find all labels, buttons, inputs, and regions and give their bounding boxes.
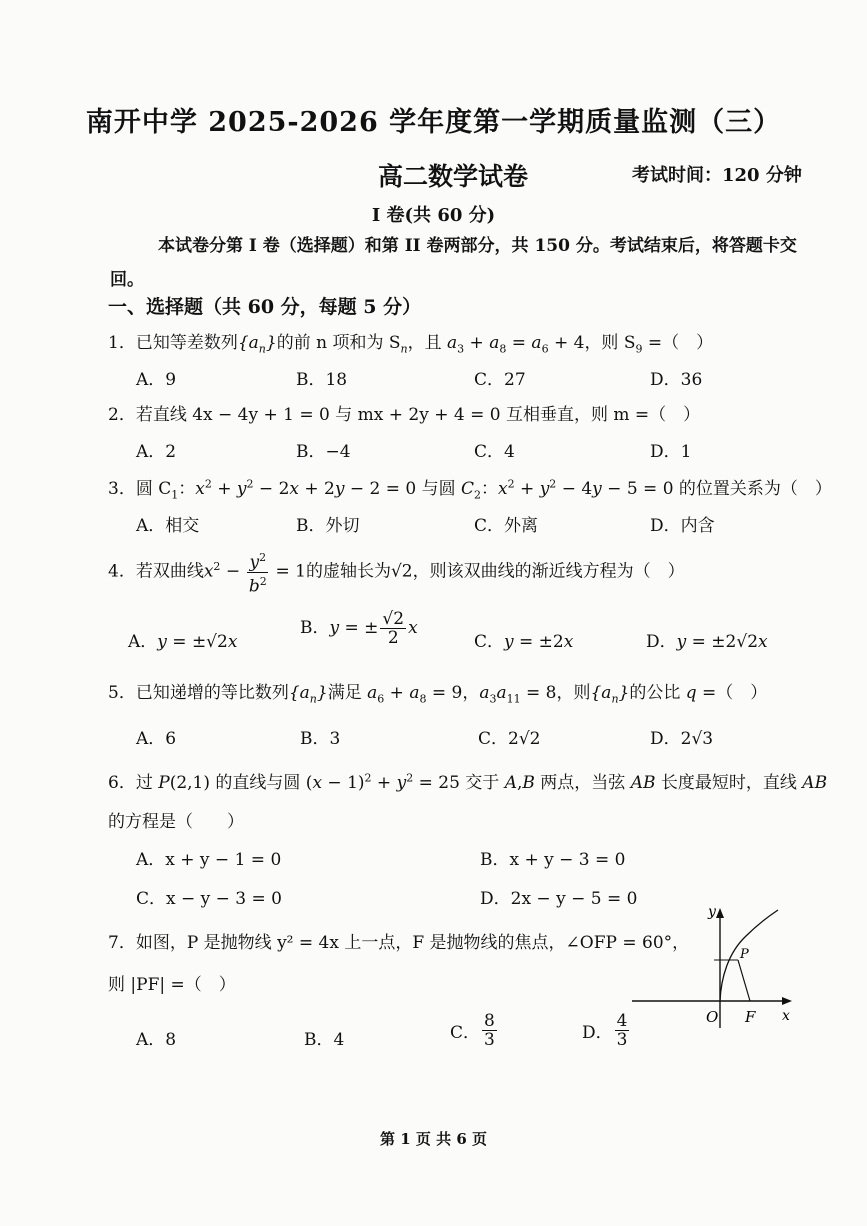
option-a: A．9 xyxy=(136,370,177,390)
question-text: 如图，P 是抛物线 y² = 4x 上一点，F 是抛物线的焦点，∠OFP = 60°， xyxy=(135,933,690,953)
option-b: B．x + y − 3 = 0 xyxy=(480,850,626,870)
option-a: A．6 xyxy=(136,729,177,749)
option-c: C．27 xyxy=(474,370,526,390)
question-number: 3． xyxy=(108,479,136,499)
question-text: 已知递增的等比数列 xyxy=(135,683,289,703)
x-axis-arrow xyxy=(782,997,792,1005)
origin-label: O xyxy=(706,1008,719,1026)
parabola-figure xyxy=(628,898,798,1030)
question-6-line2: 的方程是（ ） xyxy=(108,812,244,832)
option-d: D．y = ±2√2x xyxy=(646,632,768,652)
x-axis-label: x xyxy=(782,1008,790,1024)
question-text: =（ ） xyxy=(642,333,714,353)
page-number: 第 1 页 共 6 页 xyxy=(380,1130,487,1148)
option-d: D． $\frac{4}{3}$ xyxy=(582,1011,628,1050)
option-b: B．3 xyxy=(300,729,341,749)
option-d: D．2√3 xyxy=(650,729,714,749)
option-d: D．1 xyxy=(650,442,692,462)
question-3: 3．圆 $C_1$：$x^2 + y^2 - 2x + 2y - 2 = 0$ 与圆 $C_2$：$x^2 + y^2 - 4y - 5 = 0$ 的位置关系为（ ） xyxy=(108,477,832,502)
question-5: 5．已知递增的等比数列$\{a_n\}$满足 $a_6 + a_8 = 9$，$a_3a_{11} = 8$，则$\{a_n\}$的公比 q =（ ） xyxy=(108,683,768,706)
question-6: 6．过 P(2,1) 的直线与圆 $(x - 1)^2 + y^2 = 25$ 交于 A,B 两点，当弦 AB 长度最短时，直线 AB xyxy=(108,771,828,793)
exam-title: 南开中学 2025-2026 学年度第一学期质量监测（三） xyxy=(85,107,782,138)
question-7-line2: 则 |PF| =（ ） xyxy=(108,975,236,995)
point-p-label: P xyxy=(740,947,749,962)
question-text: 过 xyxy=(135,773,153,793)
focus-label: F xyxy=(745,1008,756,1026)
option-a: A．y = ±√2x xyxy=(128,632,238,652)
question-7 xyxy=(108,928,689,953)
question-number: 1． xyxy=(108,333,136,353)
parabola-curve xyxy=(720,910,778,1001)
option-b: B．−4 xyxy=(296,442,351,462)
option-b: B．外切 xyxy=(296,516,360,536)
volume-heading: I 卷(共 60 分) xyxy=(371,205,496,226)
option-c: C．外离 xyxy=(474,516,539,536)
question-1: 1．已知等差数列$\{a_n\}$的前 n 项和为 $S_n$，且 $a_3 + a_8 = a_6 + 4$，则 $S_9$ =（ ） xyxy=(108,333,714,356)
exam-time: 考试时间：120 分钟 xyxy=(632,165,802,186)
option-d: D．2x − y − 5 = 0 xyxy=(480,889,638,909)
option-c: C．2√2 xyxy=(478,729,541,749)
question-text: 圆 C xyxy=(135,479,172,499)
question-text: 若直线 4x − 4y + 1 = 0 与 mx + 2y + 4 = 0 互相垂直，则 m =（ ） xyxy=(135,405,701,425)
option-a: A．2 xyxy=(136,442,177,462)
question-number: 7． xyxy=(108,933,136,953)
option-c: C．y = ±2x xyxy=(474,632,574,652)
option-d: D．36 xyxy=(650,370,703,390)
segment-pf xyxy=(738,960,750,1001)
option-b: B．y = ± $\frac{√2}{2}$ x xyxy=(300,609,418,648)
option-b: B．4 xyxy=(304,1030,345,1050)
y-axis-label: y xyxy=(708,904,716,920)
question-text: ，则该双曲线的渐近线方程为（ ） xyxy=(412,561,685,582)
question-text: 若双曲线 xyxy=(135,561,204,582)
question-text: ，则 S xyxy=(584,333,636,353)
question-2 xyxy=(108,400,700,425)
section-title: 一、选择题（共 60 分，每题 5 分） xyxy=(108,296,422,318)
question-text: 已知等差数列 xyxy=(135,333,238,353)
option-a: A．相交 xyxy=(136,516,200,536)
question-number: 2． xyxy=(108,405,136,425)
question-text: 的虚轴长为 xyxy=(305,561,391,582)
option-d: D．内含 xyxy=(650,516,715,536)
intro-paragraph: 本试卷分第 I 卷（选择题）和第 II 卷两部分，共 150 分。考试结束后，将答题卡交回。 xyxy=(110,236,797,290)
option-c: C．x − y − 3 = 0 xyxy=(136,889,282,909)
option-c: C．4 xyxy=(474,442,515,462)
option-a: A．8 xyxy=(136,1030,177,1050)
question-text: 的前 n 项和为 S xyxy=(276,333,401,353)
question-number: 5． xyxy=(108,683,136,703)
y-axis-arrow xyxy=(716,908,724,918)
question-4: 4．若双曲线$x^2$ − $\frac{y^2}{b^2}$ = 1的虚轴长为√2，则该双曲线的渐近线方程为（ ） xyxy=(108,551,685,597)
option-b: B．18 xyxy=(296,370,348,390)
option-c: C． $\frac{8}{3}$ xyxy=(450,1011,495,1050)
option-a: A．x + y − 1 = 0 xyxy=(136,850,282,870)
question-number: 4． xyxy=(108,561,136,582)
exam-subtitle: 高二数学试卷 xyxy=(378,162,529,191)
question-number: 6． xyxy=(108,773,136,793)
